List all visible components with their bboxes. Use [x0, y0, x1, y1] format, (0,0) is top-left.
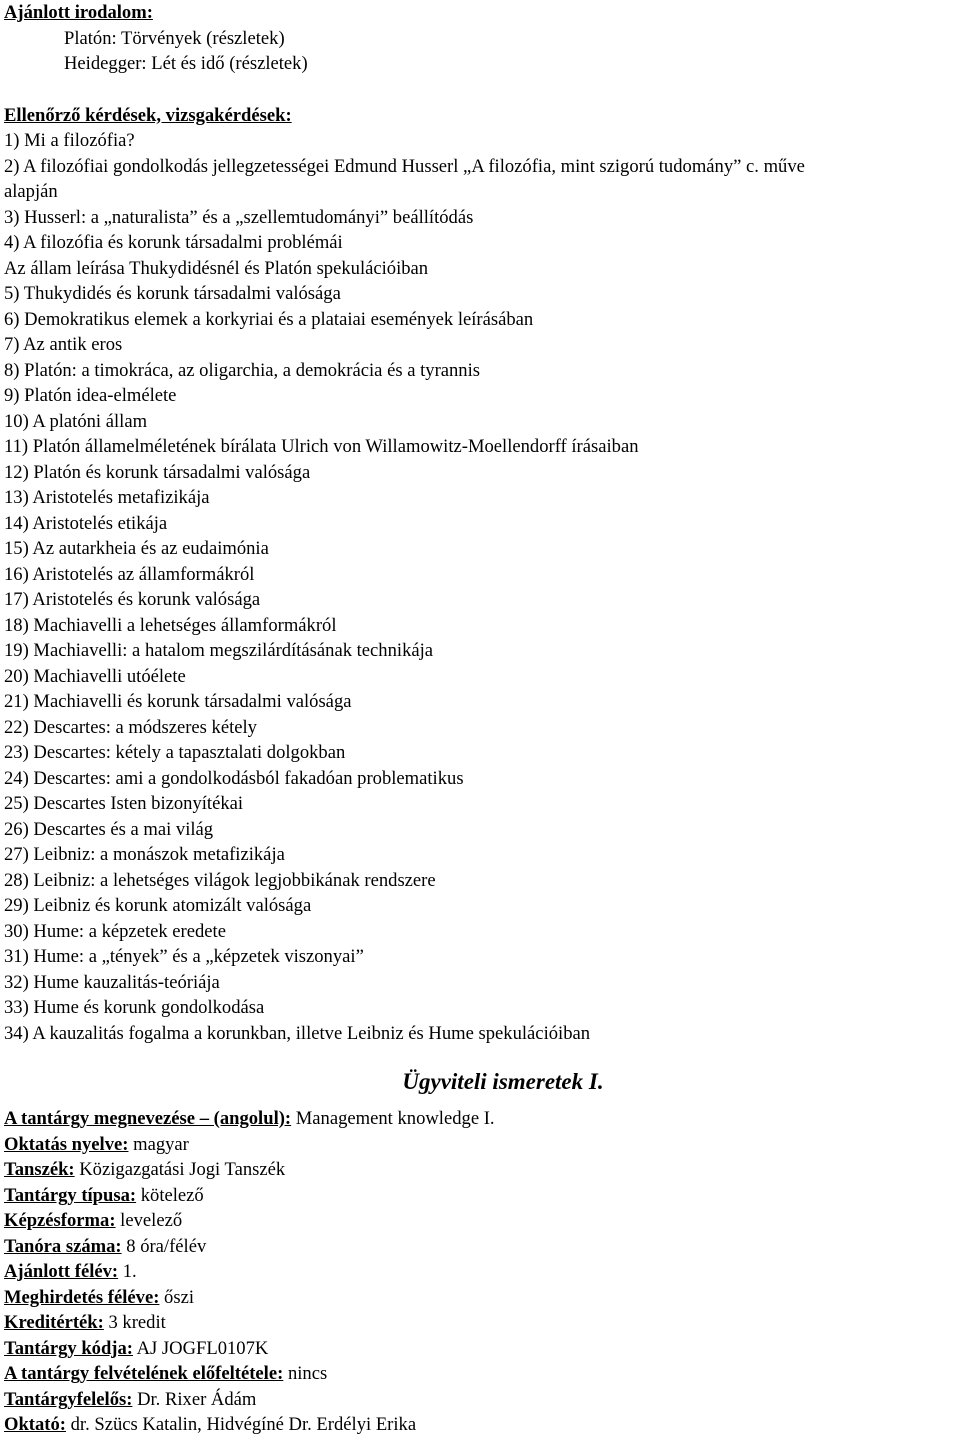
question-line: 34) A kauzalitás fogalma a korunkban, illetve Leibniz és Hume spekulációiban — [4, 1022, 591, 1044]
question-line: alapján — [4, 181, 58, 202]
question-line: 9) Platón idea-elmélete — [4, 385, 177, 406]
question-line: 1) Mi a filozófia? — [4, 130, 135, 151]
question-line: 20) Machiavelli utóélete — [4, 665, 186, 687]
course-field-label: Tanóra száma: — [4, 1235, 122, 1257]
reading-heading: Ajánlott irodalom: — [4, 2, 153, 23]
course-field-value: 3 kredit — [103, 1312, 166, 1333]
question-line: 32) Hume kauzalitás-teóriája — [4, 971, 220, 993]
course-field-row — [4, 1106, 956, 1132]
course-field-label: Meghirdetés féléve: — [4, 1286, 160, 1308]
course-field-value: kötelező — [136, 1184, 204, 1206]
course-field-row — [4, 1310, 956, 1336]
course-field-value: Management knowledge I. — [291, 1108, 495, 1129]
course-field-value: nincs — [283, 1363, 328, 1384]
questions-heading: Ellenőrző kérdések, vizsgakérdések: — [4, 104, 292, 126]
course-field-value: 8 óra/félév — [121, 1235, 207, 1257]
course-field-label: Tantárgy kódja: — [4, 1337, 133, 1359]
course-field-row — [4, 1387, 956, 1413]
course-field-value: őszi — [159, 1286, 194, 1308]
course-field-value: dr. Szücs Katalin, Hidvégíné Dr. Erdélyi Erika — [65, 1414, 417, 1435]
document-page — [4, 0, 956, 1438]
question-line: Az állam leírása Thukydidésnél és Platón spekulációiban — [4, 257, 429, 279]
course-field-label: Tantárgy típusa: — [4, 1184, 137, 1206]
question-line: 12) Platón és korunk társadalmi valósága — [4, 461, 311, 483]
course-field-label: Oktató: — [4, 1414, 66, 1435]
question-line: 13) Aristotelés metafizikája — [4, 487, 210, 508]
question-list — [4, 128, 956, 1046]
course-field-value: levelező — [115, 1210, 183, 1231]
question-line: 28) Leibniz: a lehetséges világok legjobbikának rendszere — [4, 869, 436, 891]
question-line: 15) Az autarkheia és az eudaimónia — [4, 538, 269, 559]
course-field-row — [4, 1183, 956, 1209]
course-field-label: Oktatás nyelve: — [4, 1133, 129, 1155]
course-field-row — [4, 1412, 956, 1438]
question-line: 24) Descartes: ami a gondolkodásból fakadóan problematikus — [4, 767, 464, 789]
question-line: 30) Hume: a képzetek eredete — [4, 920, 226, 942]
question-line: 5) Thukydidés és korunk társadalmi valósága — [4, 283, 341, 304]
course-field-label: Tanszék: — [4, 1159, 75, 1180]
course-field-value: 1. — [118, 1261, 137, 1282]
course-field-row — [4, 1208, 956, 1234]
course-field-value: Közigazgatási Jogi Tanszék — [74, 1159, 286, 1180]
course-field-label: A tantárgy megnevezése – (angolul): — [4, 1108, 292, 1129]
question-line: 3) Husserl: a „naturalista” és a „szellemtudományi” beállítódás — [4, 206, 474, 228]
course-field-row — [4, 1361, 956, 1387]
course-field-row — [4, 1157, 956, 1183]
question-line: 33) Hume és korunk gondolkodása — [4, 997, 265, 1018]
course-field-row — [4, 1285, 956, 1311]
question-line: 31) Hume: a „tények” és a „képzetek viszonyai” — [4, 946, 364, 967]
question-line: 25) Descartes Isten bizonyítékai — [4, 793, 244, 814]
question-line: 19) Machiavelli: a hatalom megszilárdításának technikája — [4, 640, 434, 661]
question-line: 7) Az antik eros — [4, 334, 123, 355]
question-line: 21) Machiavelli és korunk társadalmi valósága — [4, 691, 352, 712]
course-field-row — [4, 1336, 956, 1362]
course-info — [4, 1106, 956, 1438]
question-line: 11) Platón államelméletének bírálata Ulrich von Willamowitz-Moellendorff írásaiban — [4, 436, 639, 457]
question-line: 23) Descartes: kétely a tapasztalati dolgokban — [4, 742, 346, 763]
course-field-label: Ajánlott félév: — [4, 1261, 119, 1282]
question-line: 14) Aristotelés etikája — [4, 512, 168, 534]
course-field-label: Kreditérték: — [4, 1312, 104, 1333]
course-field-label: A tantárgy felvételének előfeltétele: — [4, 1363, 284, 1384]
course-title: Ügyviteli ismeretek I. — [402, 1069, 604, 1094]
question-line: 6) Demokratikus elemek a korkyriai és a plataiai események leírásában — [4, 308, 534, 330]
course-field-row — [4, 1234, 956, 1260]
question-line: 8) Platón: a timokráca, az oligarchia, a demokrácia és a tyrannis — [4, 359, 481, 381]
course-field-value: AJ JOGFL0107K — [132, 1337, 269, 1359]
course-field-row — [4, 1132, 956, 1158]
course-field-value: magyar — [128, 1133, 189, 1155]
reading-item: Platón: Törvények (részletek) — [64, 27, 285, 49]
spacer — [4, 1046, 956, 1054]
question-line: 4) A filozófia és korunk társadalmi problémái — [4, 232, 343, 253]
course-field-value: Dr. Rixer Ádám — [132, 1388, 257, 1410]
question-line: 10) A platóni állam — [4, 410, 148, 432]
question-line: 29) Leibniz és korunk atomizált valósága — [4, 895, 312, 916]
question-line: 16) Aristotelés az államformákról — [4, 563, 255, 585]
reading-item: Heidegger: Lét és idő (részletek) — [64, 53, 308, 74]
spacer — [4, 77, 956, 103]
question-line: 26) Descartes és a mai világ — [4, 818, 214, 840]
question-line: 27) Leibniz: a monászok metafizikája — [4, 844, 285, 865]
question-line: 17) Aristotelés és korunk valósága — [4, 589, 261, 610]
question-line: 18) Machiavelli a lehetséges államformákról — [4, 614, 337, 636]
question-line: 22) Descartes: a módszeres kétely — [4, 716, 257, 738]
course-field-row — [4, 1259, 956, 1285]
course-field-label: Tantárgyfelelős: — [4, 1388, 133, 1410]
question-line: 2) A filozófiai gondolkodás jellegzetességei Edmund Husserl „A filozófia, mint szigorú tudomány” c. műve — [4, 155, 805, 177]
course-field-label: Képzésforma: — [4, 1210, 116, 1231]
